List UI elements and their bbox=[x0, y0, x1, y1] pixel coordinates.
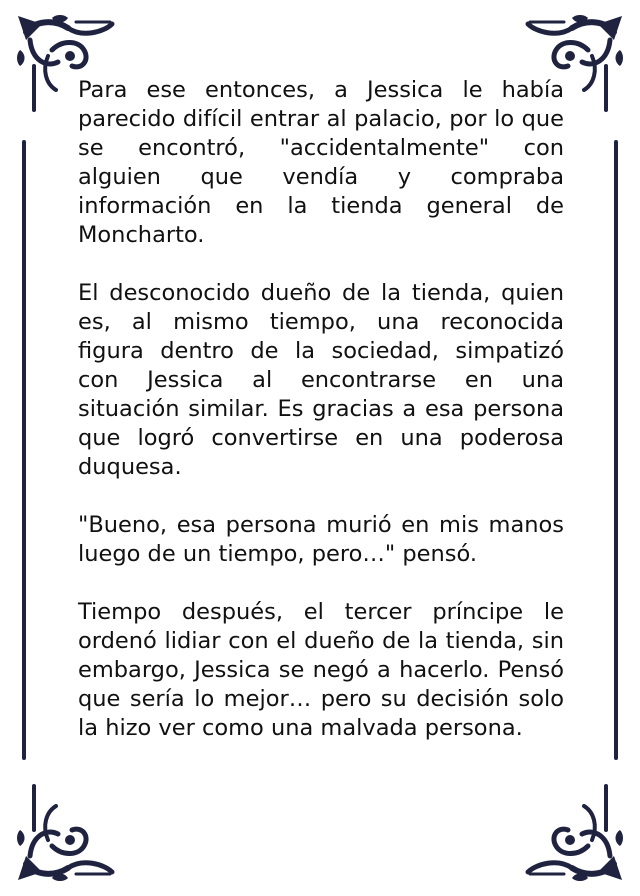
paragraph: Para ese entonces, a Jessica le había parecido difícil entrar al palacio, por lo que se encontró, "accidentalmente" con alguien que vendía y compraba información en la tienda general de Moncharto. bbox=[78, 77, 564, 248]
ornamental-corner-flourish-icon bbox=[518, 776, 628, 886]
paragraph: "Bueno, esa persona murió en mis manos luego de un tiempo, pero…" pensó. bbox=[78, 512, 564, 567]
paragraph: Tiempo después, el tercer príncipe le ordenó lidiar con el dueño de la tienda, sin embargo, Jessica se negó a hacerlo. Pensó que sería lo mejor… pero su decisión solo la hizo ver como una malvada persona. bbox=[78, 599, 564, 741]
ornamental-corner-flourish-icon bbox=[12, 776, 122, 886]
frame-border-left bbox=[22, 140, 26, 760]
paragraph: El desconocido dueño de la tienda, quien es, al mismo tiempo, una reconocida figura dentro de la sociedad, simpatizó con Jessica al encontrarse en una situación similar. Es gracias a esa persona que logró convertirse en una poderosa duquesa. bbox=[78, 280, 564, 480]
story-text bbox=[78, 76, 564, 743]
frame-border-right bbox=[614, 140, 618, 760]
